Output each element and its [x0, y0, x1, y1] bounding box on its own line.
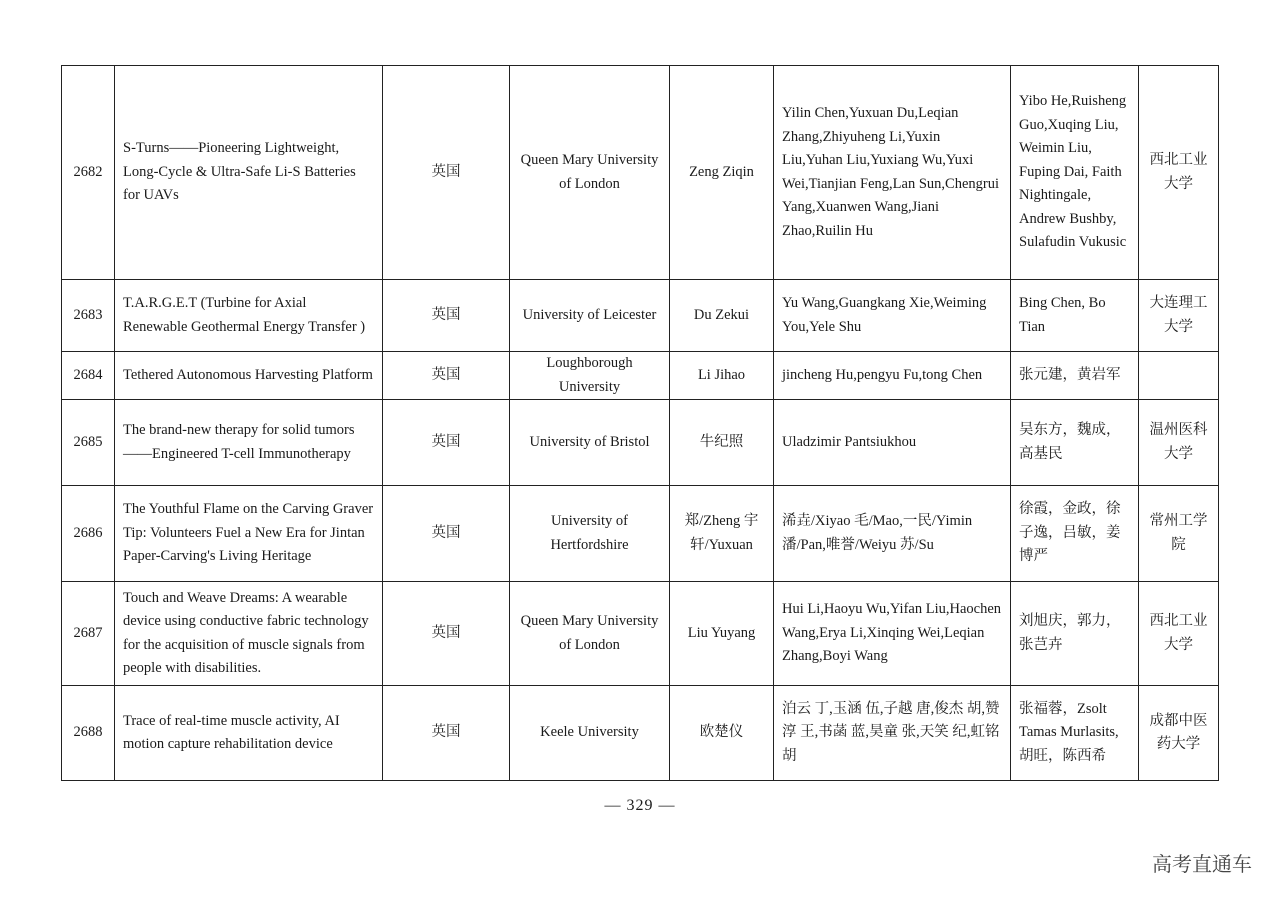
cell-university: University of Hertfordshire: [510, 486, 670, 582]
cell-members: Hui Li,Haoyu Wu,Yifan Liu,Haochen Wang,Erya Li,Xinqing Wei,Leqian Zhang,Boyi Wang: [774, 582, 1011, 686]
cell-university: Loughborough University: [510, 352, 670, 400]
cell-project: The brand-new therapy for solid tumors——Engineered T-cell Immunotherapy: [115, 400, 383, 486]
table-row: [62, 280, 1219, 352]
cell-advisors: 张福蓉，Zsolt Tamas Murlasits,胡旺，陈西希: [1011, 686, 1139, 781]
cell-leader: 欧楚仪: [670, 686, 774, 781]
cell-project: S-Turns——Pioneering Lightweight, Long-Cycle & Ultra-Safe Li-S Batteries for UAVs: [115, 66, 383, 280]
cell-advisors: Bing Chen, Bo Tian: [1011, 280, 1139, 352]
cell-leader: Li Jihao: [670, 352, 774, 400]
cell-advisors: 刘旭庆，郭力，张芑卉: [1011, 582, 1139, 686]
cell-country: 英国: [383, 66, 510, 280]
cell-advisors: 吴东方，魏成，高基民: [1011, 400, 1139, 486]
cell-leader: 郑/Zheng 宇轩/Yuxuan: [670, 486, 774, 582]
table-row: [62, 66, 1219, 280]
cell-country: 英国: [383, 280, 510, 352]
cell-project: Trace of real-time muscle activity, AI motion capture rehabilitation device: [115, 686, 383, 781]
cell-members: 泊云 丁,玉涵 伍,子越 唐,俊杰 胡,赞淳 王,书菡 蓝,昊童 张,天笑 纪,虹铭 胡: [774, 686, 1011, 781]
cell-leader: Du Zekui: [670, 280, 774, 352]
table-row: [62, 486, 1219, 582]
watermark-text: 高考直通车: [1152, 852, 1252, 876]
cell-members: 浠垚/Xiyao 毛/Mao,一民/Yimin 潘/Pan,唯誉/Weiyu 苏/Su: [774, 486, 1011, 582]
cell-advisors: Yibo He,Ruisheng Guo,Xuqing Liu, Weimin Liu, Fuping Dai, Faith Nightingale, Andrew Bushby, Sulafudin Vukusic: [1011, 66, 1139, 280]
cell-number: 2688: [62, 686, 115, 781]
cell-number: 2687: [62, 582, 115, 686]
table-row: [62, 400, 1219, 486]
awards-table: [61, 65, 1219, 781]
cell-members: Yilin Chen,Yuxuan Du,Leqian Zhang,Zhiyuheng Li,Yuxin Liu,Yuhan Liu,Yuxiang Wu,Yuxi Wei,Tianjian Feng,Lan Sun,Chengrui Yang,Xuanwen Wang,Jiani Zhao,Ruilin Hu: [774, 66, 1011, 280]
cell-university: University of Bristol: [510, 400, 670, 486]
cell-leader: Zeng Ziqin: [670, 66, 774, 280]
cell-project: T.A.R.G.E.T (Turbine for Axial Renewable Geothermal Energy Transfer ): [115, 280, 383, 352]
cell-number: 2684: [62, 352, 115, 400]
cell-members: Uladzimir Pantsiukhou: [774, 400, 1011, 486]
cell-country: 英国: [383, 400, 510, 486]
cell-members: jincheng Hu,pengyu Fu,tong Chen: [774, 352, 1011, 400]
cell-university: Queen Mary University of London: [510, 582, 670, 686]
cell-university: University of Leicester: [510, 280, 670, 352]
cell-leader: Liu Yuyang: [670, 582, 774, 686]
cell-number: 2686: [62, 486, 115, 582]
cell-project: The Youthful Flame on the Carving Graver Tip: Volunteers Fuel a New Era for Jintan Paper-Carving's Living Heritage: [115, 486, 383, 582]
cell-partner: 西北工业大学: [1139, 66, 1219, 280]
cell-advisors: 徐霞，金政，徐子逸，吕敏，姜博严: [1011, 486, 1139, 582]
cell-leader: 牛纪照: [670, 400, 774, 486]
table-row: [62, 352, 1219, 400]
cell-country: 英国: [383, 352, 510, 400]
cell-partner: 大连理工大学: [1139, 280, 1219, 352]
cell-project: Tethered Autonomous Harvesting Platform: [115, 352, 383, 400]
cell-members: Yu Wang,Guangkang Xie,Weiming You,Yele Shu: [774, 280, 1011, 352]
table-row: [62, 582, 1219, 686]
cell-country: 英国: [383, 582, 510, 686]
cell-number: 2685: [62, 400, 115, 486]
cell-partner: [1139, 352, 1219, 400]
cell-university: Queen Mary University of London: [510, 66, 670, 280]
cell-partner: 西北工业大学: [1139, 582, 1219, 686]
cell-advisors: 张元建，黄岩军: [1011, 352, 1139, 400]
cell-country: 英国: [383, 486, 510, 582]
cell-university: Keele University: [510, 686, 670, 781]
cell-partner: 成都中医药大学: [1139, 686, 1219, 781]
cell-project: Touch and Weave Dreams: A wearable device using conductive fabric technology for the acquisition of muscle signals from people with disabilities.: [115, 582, 383, 686]
cell-country: 英国: [383, 686, 510, 781]
cell-partner: 常州工学院: [1139, 486, 1219, 582]
table-row: [62, 686, 1219, 781]
cell-number: 2682: [62, 66, 115, 280]
cell-partner: 温州医科大学: [1139, 400, 1219, 486]
page-number: — 329 —: [604, 797, 676, 814]
cell-number: 2683: [62, 280, 115, 352]
